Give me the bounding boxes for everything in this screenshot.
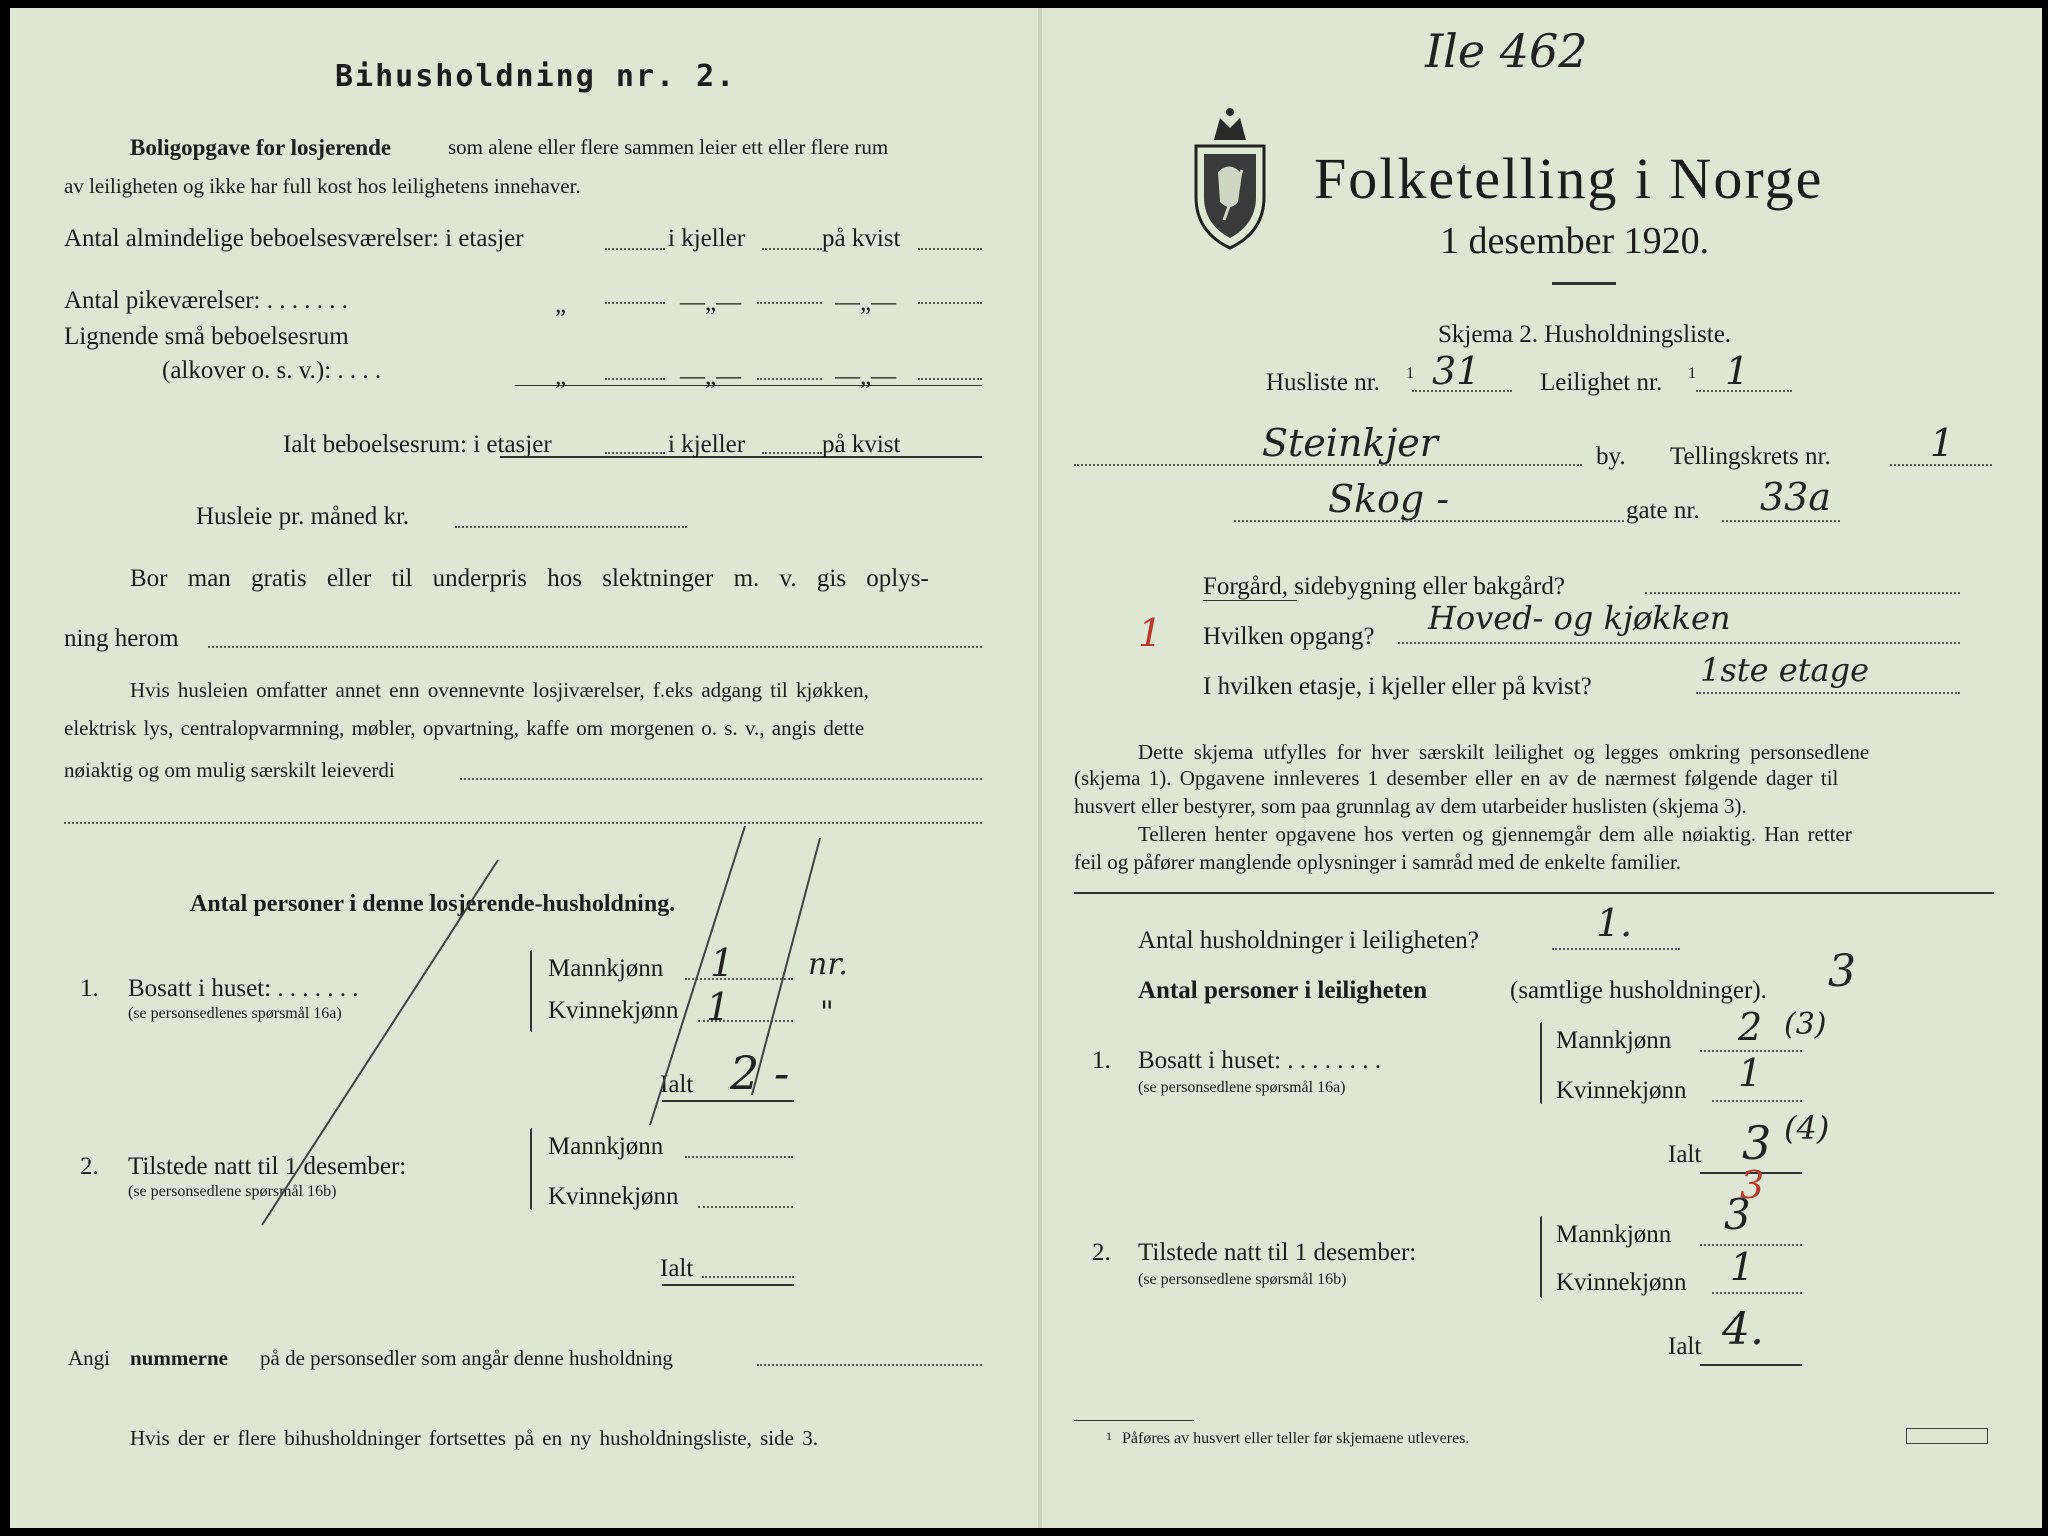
etasje-value: 1ste etage <box>1700 651 1870 689</box>
intro-rest: som alene eller flere sammen leier ett eller flere rum <box>448 135 889 159</box>
etasje-line <box>1696 692 1960 694</box>
norway-coat-of-arms-icon <box>1190 102 1270 252</box>
schema-label: Skjema 2. Husholdningsliste. <box>1438 321 1732 348</box>
forgard-line <box>1645 592 1960 594</box>
q1-male-note: nr. <box>808 947 848 982</box>
right-q2-male-label: Mannkjønn <box>1556 1221 1672 1248</box>
footnote-marker: 1 <box>1406 365 1414 382</box>
ditto-dash: —„— <box>680 289 742 316</box>
instruction-line-5: feil og påfører manglende oplysninger i samråd med de enkelte familier. <box>1074 850 1682 874</box>
forgard-underline <box>1203 600 1297 601</box>
total-cellar-label: i kjeller <box>668 431 746 458</box>
small-rooms-label-1: Lignende små beboelsesrum <box>64 323 349 350</box>
gate-value: 33a <box>1760 475 1832 519</box>
right-q1-female-value: 1 <box>1738 1051 1763 1095</box>
households-line <box>1552 948 1680 950</box>
tellingskrets-label: Tellingskrets nr. <box>1670 443 1831 470</box>
q1-female-label: Kvinnekjønn <box>548 997 679 1024</box>
instruction-line-2: (skjema 1). Opgavene innleveres 1 desember eller en av de nærmest følgende dager til <box>1074 766 1839 790</box>
leilighet-value: 1 <box>1725 349 1750 393</box>
q1-total-label: Ialt <box>660 1071 694 1098</box>
opgang-value: Hoved- og kjøkken <box>1428 599 1731 637</box>
right-q1-male-note: (3) <box>1784 1007 1827 1042</box>
right-q1-label: Bosatt i huset: . . . . . . . . <box>1138 1047 1382 1074</box>
rent-note-line-2: elektrisk lys, centralopvarmning, møbler, opvartning, kaffe om morgenen o. s. v., angis dette <box>64 716 865 740</box>
persons-label-bold: Antal personer i leiligheten <box>1138 977 1428 1004</box>
gate-label: gate nr. <box>1626 497 1700 524</box>
small-rooms-label-2: (alkover o. s. v.): . . . . <box>162 357 382 384</box>
title-divider <box>1552 282 1616 285</box>
rooms-attic-label: på kvist <box>822 225 901 252</box>
ditto-mark: „ <box>555 363 567 390</box>
q1-female-note: " <box>820 995 834 1030</box>
q2-total-label: Ialt <box>660 1255 694 1282</box>
footnote-marker: 1 <box>1688 365 1696 382</box>
opgang-label: Hvilken opgang? <box>1203 623 1375 650</box>
handwritten-reference: Ile 462 <box>1425 24 1588 78</box>
rent-note-line-1: Hvis husleien omfatter annet enn ovennevnte losjiværelser, f.eks adgang til kjøkken, <box>130 678 869 702</box>
red-margin-mark: 1 <box>1138 611 1163 655</box>
husliste-value: 31 <box>1432 349 1481 393</box>
city-value: Steinkjer <box>1262 421 1438 465</box>
right-q2-label: Tilstede natt til 1 desember: <box>1138 1239 1417 1266</box>
instruction-line-3: husvert eller bestyrer, som paa grunnlag av dem utarbeider huslisten (skjema 3). <box>1074 794 1747 818</box>
ditto-dash: —„— <box>680 363 742 390</box>
right-q2-number: 2. <box>1092 1239 1111 1266</box>
footnote-text: Påføres av husvert eller teller før skjemaene utleveres. <box>1122 1430 1470 1447</box>
rent-label: Husleie pr. måned kr. <box>196 503 410 530</box>
forgard-label: Forgård, sidebygning eller bakgård? <box>1203 573 1565 600</box>
gate-line <box>1722 520 1840 522</box>
right-q1-total-label: Ialt <box>1668 1141 1702 1168</box>
right-page-title: Folketelling i Norge <box>1314 146 1824 211</box>
street-line <box>1234 520 1624 522</box>
q2-female-label: Kvinnekjønn <box>548 1183 679 1210</box>
right-q2-total-label: Ialt <box>1668 1333 1702 1360</box>
right-q1-total-correction: 3 <box>1740 1163 1765 1207</box>
q2-number: 2. <box>80 1153 99 1180</box>
right-q1-total-value: 3 <box>1742 1116 1772 1170</box>
rooms-label: Antal almindelige beboelsesværelser: i etasjer <box>64 225 524 252</box>
footnote-rule <box>1074 1420 1194 1421</box>
tellingskrets-line <box>1890 464 1992 466</box>
right-q2-total-underline <box>1700 1364 1802 1366</box>
leilighet-label: Leilighet nr. <box>1540 369 1663 396</box>
footnote-number: 1 <box>1106 1429 1112 1443</box>
by-label: by. <box>1596 443 1626 470</box>
right-q1-number: 1. <box>1092 1047 1111 1074</box>
husliste-label: Husliste nr. <box>1266 369 1380 396</box>
city-line <box>1074 464 1582 466</box>
right-q2-female-value: 1 <box>1730 1245 1755 1289</box>
total-attic-label: på kvist <box>822 431 901 458</box>
left-footer: Hvis der er flere bihusholdninger fortsettes på en ny husholdningsliste, side 3. <box>130 1426 818 1450</box>
numbers-label-pre: Angi <box>68 1346 110 1370</box>
opgang-line <box>1398 642 1960 644</box>
q1-male-value: 1 <box>710 941 735 985</box>
free-housing-line-2: ning herom <box>64 625 179 652</box>
q1-label: Bosatt i huset: . . . . . . . <box>128 975 359 1002</box>
right-q1-note: (se personsedlene spørsmål 16a) <box>1138 1079 1346 1096</box>
right-q2-note: (se personsedlene spørsmål 16b) <box>1138 1271 1347 1288</box>
left-page-title: Bihusholdning nr. 2. <box>335 59 737 94</box>
rooms-cellar-label: i kjeller <box>668 225 746 252</box>
free-housing-line-1: Bor man gratis eller til underpris hos slektninger m. v. gis oplys- <box>130 565 929 592</box>
ditto-dash: —„— <box>835 363 897 390</box>
section-divider <box>1074 892 1994 894</box>
leilighet-line <box>1696 390 1792 392</box>
q1-total-value: 2 - <box>730 1046 790 1100</box>
maid-rooms-label: Antal pikeværelser: . . . . . . . <box>64 287 348 314</box>
rent-note-line-3: nøiaktig og om mulig særskilt leieverdi <box>64 758 395 782</box>
persons-label-rest: (samtlige husholdninger). <box>1510 977 1767 1004</box>
q1-number: 1. <box>80 975 99 1002</box>
printer-stamp <box>1906 1428 1988 1444</box>
intro-bold: Boligopgave for losjerende <box>130 135 392 160</box>
right-q1-male-value: 2 <box>1738 1005 1763 1049</box>
street-value: Skog - <box>1328 477 1450 521</box>
right-q2-female-label: Kvinnekjønn <box>1556 1269 1687 1296</box>
right-q2-male-value: 3 <box>1724 1190 1751 1239</box>
census-date: 1 desember 1920. <box>1440 220 1710 262</box>
right-q2-brace <box>1540 1216 1542 1298</box>
ditto-mark: „ <box>555 291 567 318</box>
tellingskrets-value: 1 <box>1930 421 1955 465</box>
numbers-label-post: på de personsedler som angår denne husholdning <box>260 1346 673 1370</box>
households-value: 1. <box>1596 901 1633 945</box>
intro-line-2: av leiligheten og ikke har full kost hos leilighetens innehaver. <box>64 174 581 198</box>
ditto-dash: —„— <box>835 289 897 316</box>
right-q2-total-value: 4. <box>1722 1304 1764 1355</box>
instruction-line-4: Telleren henter opgavene hos verten og gjennemgår dem alle nøiaktig. Han retter <box>1138 822 1852 846</box>
q2-male-label: Mannkjønn <box>548 1133 664 1160</box>
households-label: Antal husholdninger i leiligheten? <box>1138 927 1479 954</box>
right-q1-total-note: (4) <box>1784 1109 1830 1147</box>
q1-male-label: Mannkjønn <box>548 955 664 982</box>
right-q1-female-label: Kvinnekjønn <box>1556 1077 1687 1104</box>
q2-label: Tilstede natt til 1 desember: <box>128 1153 407 1180</box>
q1-female-value: 1 <box>706 985 731 1029</box>
numbers-label-bold: nummerne <box>130 1346 228 1370</box>
right-q1-brace <box>1540 1022 1542 1104</box>
instruction-line-1: Dette skjema utfylles for hver særskilt leilighet og legges omkring personsedlene <box>1138 740 1870 764</box>
right-q1-female-line <box>1712 1100 1802 1102</box>
q2-note: (se personsedlene spørsmål 16b) <box>128 1183 337 1200</box>
husliste-line <box>1412 390 1512 392</box>
persons-heading: Antal personer i denne losjerende-husholdning. <box>190 891 676 917</box>
etasje-label: I hvilken etasje, i kjeller eller på kvist? <box>1203 673 1592 700</box>
right-q2-female-line <box>1712 1292 1802 1294</box>
q1-note: (se personsedlenes spørsmål 16a) <box>128 1005 342 1022</box>
total-rooms-label: Ialt beboelsesrum: i etasjer <box>283 431 552 458</box>
right-q1-male-label: Mannkjønn <box>1556 1027 1672 1054</box>
persons-value: 3 <box>1828 946 1856 997</box>
